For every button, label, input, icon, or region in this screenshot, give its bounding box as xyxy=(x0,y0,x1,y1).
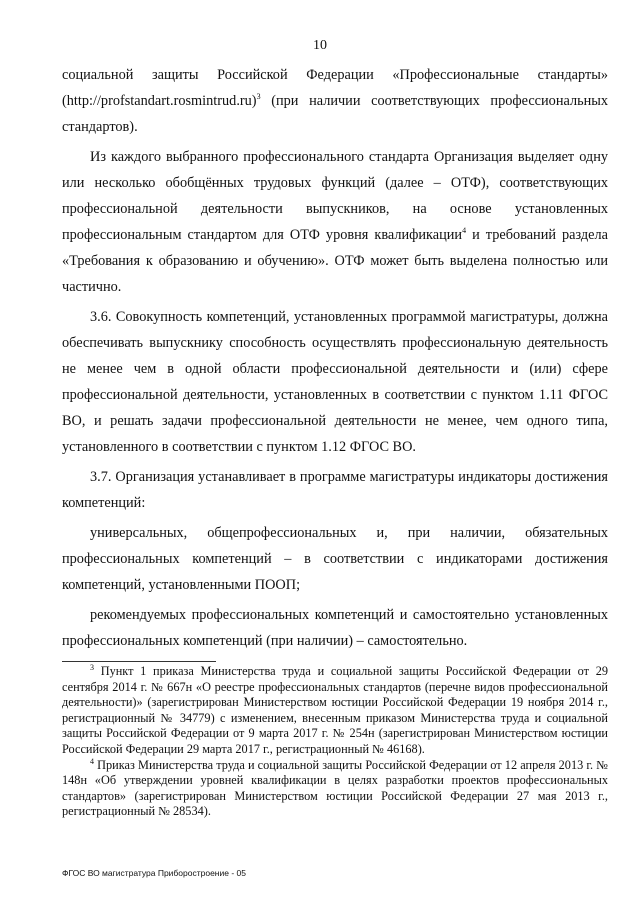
footnote-3 xyxy=(62,664,608,758)
footnote-4 xyxy=(62,758,608,820)
footnotes xyxy=(62,664,608,820)
footnote-ref-4: 4 xyxy=(462,226,467,236)
paragraph-3-6: 3.6. Совокупность компетенций, установленных программой магистратуры, должна обеспечивать выпускнику способность осуществлять профессиональную деятельность не менее чем в одной области профессиональной деятельности и (или) сфере профессиональной деятельности, установленных в соответствии с пунктом 1.11 ФГОС ВО, и решать задачи профессиональной деятельности не менее, чем одного типа, установленного в соответствии с пунктом 1.12 ФГОС ВО. xyxy=(62,309,608,455)
paragraph-3-7: 3.7. Организация устанавливает в программе магистратуры индикаторы достижения компетенций: xyxy=(62,469,608,511)
page-footer: ФГОС ВО магистратура Приборостроение - 05 xyxy=(62,868,246,878)
paragraph-universal-competencies: универсальных, общепрофессиональных и, при наличии, обязательных профессиональных компетенций – в соответствии с индикаторами достижения компетенций, установленными ПООП; xyxy=(62,525,608,593)
paragraph-2-tail: и требований раздела «Требования к образованию и обучению». ОТФ может быть выделена полностью или частично. xyxy=(62,227,608,295)
footnote-4-text: Приказ Министерства труда и социальной защиты Российской Федерации от 12 апреля 2013 г. № 148н «Об утверждении уровней квалификации в целях разработки проектов профессиональных стандартов» (зарегистрирован Министерством юстиции Российской Федерации 27 мая 2013 г., регистрационный № 28534). xyxy=(62,757,609,819)
main-text xyxy=(62,62,608,654)
paragraph-1-tail: (при наличии соответствующих профессиональных стандартов). xyxy=(62,93,608,135)
footnote-separator xyxy=(62,661,216,662)
paragraph-1 xyxy=(62,62,608,140)
footnote-mark-4: 4 xyxy=(90,756,94,766)
footnote-3-text: Пункт 1 приказа Министерства труда и социальной защиты Российской Федерации от 29 сентября 2014 г. № 667н «О реестре профессиональных стандартов (перечне видов профессиональной деятельности)» (зарегистрирован Министерством юстиции Российской Федерации 19 ноября 2014 г., регистрационный № 34779) с изменением, внесенным приказом Министерства труда и социальной защиты Российской Федерации от 9 марта 2017 г. № 254н (зарегистрирован Министерством юстиции Российской Федерации 29 марта 2017 г., регистрационный № 46168). xyxy=(62,664,608,756)
footnote-ref-3: 3 xyxy=(256,92,261,102)
page-number: 10 xyxy=(313,38,327,53)
paragraph-recommended-competencies: рекомендуемых профессиональных компетенций и самостоятельно установленных профессиональных компетенций (при наличии) – самостоятельно. xyxy=(62,607,608,649)
paragraph-1-text: социальной защиты Российской Федерации «Профессиональные стандарты» (http://profstandart.rosmintrud.ru) xyxy=(62,67,608,109)
footnote-mark-3: 3 xyxy=(90,662,94,672)
paragraph-2-text: Из каждого выбранного профессионального стандарта Организация выделяет одну или несколько обобщённых трудовых функций (далее – ОТФ), соответствующих профессиональной деятельности выпускников, на основе установленных профессиональным стандартом для ОТФ уровня квалификации xyxy=(62,149,608,243)
paragraph-2 xyxy=(62,144,608,300)
